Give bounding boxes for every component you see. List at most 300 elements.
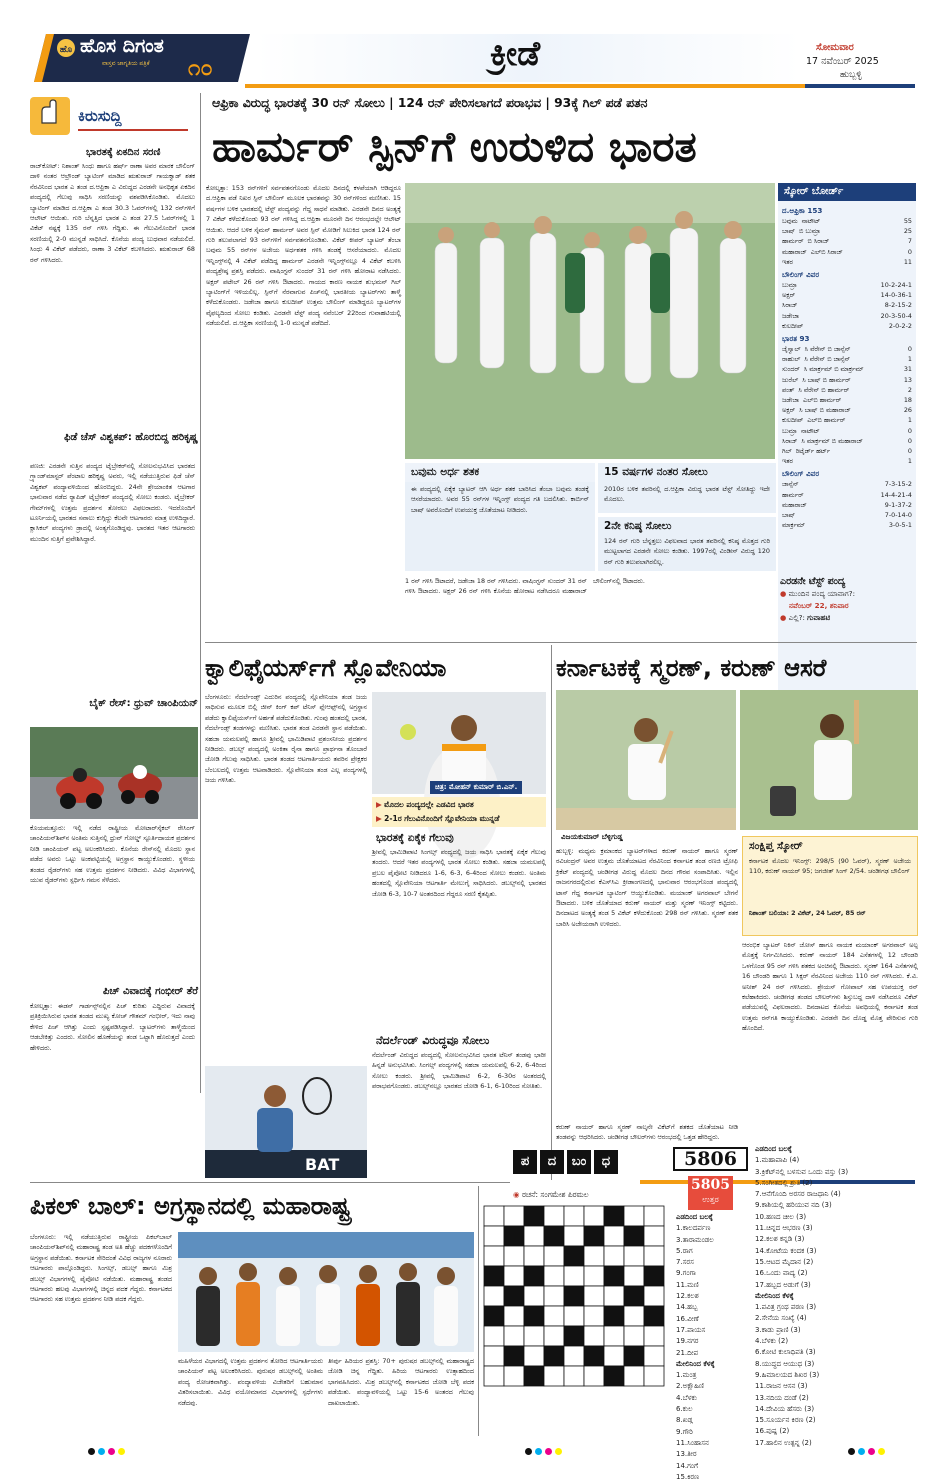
brand-tagline: ವಾಸ್ತವ ಜಾಗೃತಿಯ ಪತ್ರಿಕೆ <box>102 60 150 67</box>
crossword-cell <box>604 1306 624 1326</box>
team2-bowl-detail <box>805 520 889 530</box>
clue-down: 8.ಯುದ್ಧದ ಆಯುಧ (3) <box>755 1359 815 1368</box>
crossword-cell <box>624 1226 644 1246</box>
registration-dots-left <box>88 1440 128 1459</box>
clue-across: 15.ಆಟದ ಮೈದಾನ (2) <box>755 1257 814 1266</box>
team2-bat-value: 1 <box>907 355 912 364</box>
masthead <box>0 0 945 93</box>
answer-down: 9.ಗೌರಿ <box>676 1427 693 1436</box>
answer-across: 7.ಸರಸ <box>676 1258 694 1267</box>
crossword-cell <box>524 1306 544 1326</box>
crossword-cell <box>504 1326 524 1346</box>
team1-bowling-heading: ಬೌಲಿಂಗ್ ವಿವರ <box>782 270 820 280</box>
brief-score-body-2: ನಿಶಾಂತ್ ಬಲಿಯಾ: 2 ವಿಕೆಟ್, 24 ಓವರ್, 85 ರನ್ <box>749 909 866 917</box>
crossword-cell <box>624 1266 644 1286</box>
crossword-cell <box>504 1286 524 1306</box>
crossword-cell <box>524 1346 544 1366</box>
pickle-headline: ಪಿಕಲ್ ಬಾಲ್: ಅಗ್ರಸ್ಥಾನದಲ್ಲಿ ಮಹಾರಾಷ್ಟ್ರ <box>30 1192 351 1220</box>
answer-across: 16.ವೀಣೆ <box>676 1314 699 1323</box>
svg-text:BAT: BAT <box>305 1155 340 1174</box>
kirusuddi-label: ಕಿರುಸುದ್ದಿ <box>78 107 122 125</box>
team2-bat-value: 13 <box>903 375 912 384</box>
lead-kicker: ಆಫ್ರಿಕಾ ವಿರುದ್ಧ ಭಾರತಕ್ಕೆ 30 ರನ್ ಸೋಲು | 124 ರನ್ ಪೇರಿಸಲಾಗದೆ ಪರಾಭವ | 93ಕ್ಕೆ ಗಿಲ್ ಪಡೆ ಪತನ <box>212 96 648 110</box>
crossword-cell <box>524 1266 544 1286</box>
bjk-photo <box>372 692 546 794</box>
team2-bat-value: 0 <box>907 426 912 435</box>
crossword-cell <box>624 1346 644 1366</box>
team1-bowl-value: 14-0-36-1 <box>880 291 912 300</box>
crossword-cell <box>564 1326 584 1346</box>
crossword-cell <box>604 1326 624 1346</box>
crossword-cell <box>584 1246 604 1266</box>
team2-bat-player: ಬುಮ್ರಾ <box>782 426 797 435</box>
next-test-a2: ಗುವಾಹಟಿ <box>807 613 831 622</box>
clue-across: 5.ಸಂಗೀತದಲ್ಲಿ ಶ್ರುತಿ (2) <box>755 1178 813 1187</box>
team2-bat-player: ಇತರ <box>782 457 793 466</box>
crossword-cell <box>564 1306 584 1326</box>
team2-bat-detail: ಸಿ ವೆರೇನ್ ಬಿ ಜಾನ್ಸೆನ್ <box>804 345 851 354</box>
clue-down: 14.ದೇವಿಯ ಹೆಸರು (3) <box>755 1404 815 1413</box>
bjk-photo-credit: ಚಿತ್ರ: ಮೋಹನ್ ಕುಮಾರ್ ಬಿ.ಎನ್. <box>430 781 522 794</box>
brief-2-body: ಪಣಜಿ: ಎರಡನೇ ಸುತ್ತಿನ ಪಂದ್ಯದ ಟೈಬ್ರೇಕರ್‌ನಲ್ಲಿ ಸೋಲನುಭವಿಸಿದ ಭಾರತದ ಗ್ರ್ಯಾಂಡ್‌ಮಾಸ್ಟರ್ ಪೆಂಟಾಲ ಹರಿಕೃಷ್ಣ ಅವರು, ಇಲ್ಲಿ ನಡೆಯುತ್ತಿರುವ ಫಿಡೆ ಚೆಸ್ ವಿಶ್ವಕಪ್ ಪಂದ್ಯಾವಳಿಯಿಂದ ಹೊರಬಿದ್ದರು. 24ನೇ ಶ್ರೇಯಾಂಕಿತ ಆಟಗಾರ ಭಾನುವಾರ ನಡೆದ ರ‍್ಯಾಪಿಡ್ ಟೈಬ್ರೇಕರ್ ಪಂದ್ಯದಲ್ಲಿ ಸೋಲು ಕಂಡರು. ಟೈಬ್ರೇಕರ್ ಗೇಮ್‌ಗಳಲ್ಲಿ ಉತ್ತಮ ಪ್ರದರ್ಶನ ತೋರಲು ವಿಫಲರಾದರು. ಇದರೊಂದಿಗೆ ಟೂರ್ನಿಯಲ್ಲಿ ಭಾರತದ ಸವಾಲು ಕುಗ್ಗಿದ್ದು ಕೆಲವೇ ಆಟಗಾರರು ಮಾತ್ರ ಉಳಿದಿದ್ದಾರೆ. ಕ್ಲಾಸಿಕಲ್ ಪಂದ್ಯಗಳು ಡ್ರಾದಲ್ಲಿ ಅಂತ್ಯಗೊಂಡಿದ್ದವು. ಭಾರತದ ಇತರ ಆಟಗಾರರು ಮುಂದಿನ ಸುತ್ತಿಗೆ ಪ್ರವೇಶಿಸಿದ್ದಾರೆ. <box>30 462 195 543</box>
team2-bowl-value: 7-3-15-2 <box>884 480 912 489</box>
team2-bowling-heading: ಬೌಲಿಂಗ್ ವಿವರ <box>782 469 820 479</box>
clue-down: 13.ನದಿಯ ದಂಡೆ (2) <box>755 1393 809 1402</box>
team2-bowl-value: 3-0-5-1 <box>888 521 912 530</box>
team2-bat-row <box>778 364 916 374</box>
crossword-cell <box>504 1306 524 1326</box>
team2-bat-row <box>778 405 916 415</box>
answer-across: 17.ಪಾಯಸ <box>676 1325 706 1334</box>
team1-bat-detail <box>793 257 904 267</box>
team2-bat-player: ಸುಂದರ್ <box>782 365 800 374</box>
lowest-box <box>598 517 776 571</box>
pickle-body-2: ಮಹಿಳೆಯರ ವಿಭಾಗದಲ್ಲಿ ಉತ್ತಮ ಪ್ರದರ್ಶನ ತೋರಿದ ಆಟಗಾರ್ತಿಯರು ಚಾಂಪಿಯನ್ ಪಟ್ಟ ಅಲಂಕರಿಸಿದರು. ಪುರುಷರ ಡಬಲ್ಸ್‌ನಲ್ಲಿ ಅಂತಿಮ ಪಂದ್ಯ ರೋಚಕವಾಗಿತ್ತು. ಪಂದ್ಯಾವಳಿಯ ವಿಜೇತರಿಗೆ ಬಹುಮಾನ ವಿತರಿಸಲಾಯಿತು. ವಿವಿಧ ವಯೋಮಾನದ ವಿಭಾಗಗಳಲ್ಲಿ ಸ್ಪರ್ಧೆಗಳು ನಡೆದವು. <box>178 1357 323 1407</box>
next-test-q1: ಮುಂದಿನ ಪಂದ್ಯ ಯಾವಾಗ?: <box>788 589 856 598</box>
crossword-cell <box>484 1246 504 1266</box>
crossword-cell <box>564 1346 584 1366</box>
answer-across: 1.ಕಾಲದರ್ಪಣ <box>676 1224 711 1233</box>
team1-bowl-value: 20-3-50-4 <box>880 311 912 320</box>
puzzle-credit: ◉ ರಚನೆ: ಸಂಗಮೇಶ ಪಿರಮಲ <box>513 1190 589 1199</box>
crossword-cell <box>624 1206 644 1226</box>
crossword-cell <box>484 1326 504 1346</box>
team2-bat-detail: ಸಿ ವೆರೇನ್ ಬಿ ಹಾರ್ಮರ್ <box>798 385 850 394</box>
team2-bowl-player: ಜಾನ್ಸೆನ್ <box>782 480 799 489</box>
team2-bat-row <box>778 354 916 364</box>
team1-bowl-player: ಬುಮ್ರಾ <box>782 281 797 290</box>
clue-down-heading: ಮೇಲಿನಿಂದ ಕೆಳಕ್ಕೆ <box>755 1291 794 1300</box>
crossword-cell <box>624 1246 644 1266</box>
ranji-body: ಹುಬ್ಬಳ್ಳಿ: ಮಧ್ಯಮ ಕ್ರಮಾಂಕದ ಬ್ಯಾಟರ್‌ಗಳಾದ ಕರುಣ್ ನಾಯರ್ ಹಾಗೂ ಸ್ಮರಣ್ ರವಿಚಂದ್ರನ್ ಅವರ ಉತ್ತಮ ಜೊತೆಯಾಟದ ನೆರವಿನಿಂದ ಕರ್ನಾಟಕ ತಂಡ ರಣಜಿ ಟ್ರೋಫಿ ಕ್ರಿಕೆಟ್ ಪಂದ್ಯದಲ್ಲಿ ಚಂಡೀಗಢ ವಿರುದ್ಧ ಮೊದಲ ದಿನದ ಗೌರವ ಸಂಪಾದಿಸಿತು. ಇಲ್ಲಿನ ರಾಜನಗರದಲ್ಲಿರುವ ಕೆಎಸ್‌ಸಿಎ ಕ್ರೀಡಾಂಗಣದಲ್ಲಿ ಭಾನುವಾರ ಆರಂಭಗೊಂಡ ಪಂದ್ಯದಲ್ಲಿ ಟಾಸ್ ಗೆದ್ದ ಕರ್ನಾಟಕ ಬ್ಯಾಟಿಂಗ್ ಆಯ್ದುಕೊಂಡಿತು. ಮಯಾಂಕ್ ಅಗರವಾಲ್ ಬೇಗನೆ ಔಟಾದರು. ಬಳಿಕ ಜೊತೆಯಾದ ಕರುಣ್ ನಾಯರ್ ಮತ್ತು ಸ್ಮರಣ್ ಇನಿಂಗ್ಸ್ ಕಟ್ಟಿದರು. ದಿನದಾಟದ ಅಂತ್ಯಕ್ಕೆ ತಂಡ 5 ವಿಕೆಟ್ ಕಳೆದುಕೊಂಡು 298 ರನ್ ಗಳಿಸಿತು. ಸ್ಮರಣ್ ಶತಕ ಬಾರಿಸಿ ಅಜೇಯರಾಗಿ ಉಳಿದರು. <box>556 847 738 928</box>
next-test-q2: ಎಲ್ಲಿ?: <box>788 613 805 622</box>
team2-bat-detail: ನಾಟೌಟ್ <box>800 426 820 435</box>
team2-bowl-player: ಮಹಾರಾಜ್ <box>782 500 807 509</box>
team1-bat-player: ಹಾರ್ಮರ್ <box>782 237 804 246</box>
fifteen-years-box <box>598 463 776 513</box>
team2-bat-row <box>778 395 916 405</box>
team2-bat-value: 0 <box>907 345 912 354</box>
crossword-cell <box>524 1226 544 1246</box>
fifteen-years-title: 15 ವರ್ಷಗಳ ನಂತರ ಸೋಲು <box>604 466 708 478</box>
crossword-cell <box>484 1346 504 1366</box>
pickle-photo <box>178 1232 474 1352</box>
answer-across: 5.ರಾಗ <box>676 1246 693 1255</box>
team2-bat-player: ಜಡೇಜಾ <box>782 396 800 405</box>
team1-bowl-detail <box>797 300 884 310</box>
answer-down: 2.ಅಕ್ಷೌಹಿಣಿ <box>676 1382 704 1391</box>
crossword-cell <box>484 1366 504 1386</box>
answer-across: 11.ಮಣಿ <box>676 1280 699 1289</box>
crossword-cell <box>624 1306 644 1326</box>
team2-bowl-row <box>778 490 916 500</box>
team1-bowl-detail <box>795 290 881 300</box>
team1-bat-row <box>778 257 916 267</box>
team1-bowl-value: 2-0-2-2 <box>888 321 912 330</box>
scoreboard-title: ಸ್ಕೋರ್ ಬೋರ್ಡ್ <box>778 183 916 201</box>
crossword-cell <box>584 1206 604 1226</box>
clue-down: 6.ಕೋಟಿ ಕುಲಾಧಿಪತಿ (3) <box>755 1348 816 1357</box>
masthead-rule-blue <box>805 84 915 88</box>
team2-bowl-row <box>778 500 916 510</box>
crossword-cell <box>584 1286 604 1306</box>
kirusuddi-header <box>30 97 198 135</box>
crossword-cell <box>604 1346 624 1366</box>
answer-down: 6.ಕುಲ <box>676 1405 693 1414</box>
crossword-cell <box>524 1206 544 1226</box>
clue-across-heading: ಎಡದಿಂದ ಬಲಕ್ಕೆ <box>755 1145 792 1153</box>
tennis-player-photo <box>205 1066 367 1178</box>
team2-bat-detail <box>793 456 908 466</box>
team2-bat-player: ಪಂತ್ <box>782 385 795 394</box>
answer-number: 5805 <box>691 1177 730 1193</box>
next-test-box: ಎರಡನೇ ಟೆಸ್ಟ್ ಪಂದ್ಯ ● ಮುಂದಿನ ಪಂದ್ಯ ಯಾವಾಗ?: ನವೆಂಬರ್ 22, ಶನಿವಾರ ● ಎಲ್ಲಿ?: ಗುವಾಹಟಿ <box>780 575 918 641</box>
team2-bowl-detail <box>795 510 885 520</box>
page-number: ೧೦ <box>188 56 213 81</box>
team1-bat-value: 0 <box>907 247 912 256</box>
brief-1-body: ರಾಜ್‌ಕೋಟ್: ನಿಶಾಂತ್ ಸಿಂಧು ಹಾಗೂ ಹರ್ಷ್ ರಾಣಾ ಅವರ ಮಾರಕ ಬೌಲಿಂಗ್ ದಾಳಿ ನಂತರ ಆಲ್ರೌಂಡ್ ಬ್ಯಾಟಿಂಗ್ ಮಾಡಿದ ಋತುರಾಜ್ ಗಾಯಕ್ವಾಡ್ ಶತಕ ನೆರವಿನಿಂದ ಭಾರತ ಎ ತಂಡ ದ.ಆಫ್ರಿಕಾ ಎ ವಿರುದ್ಧದ ಎರಡನೇ ಅನಧಿಕೃತ ಏಕದಿನ ಪಂದ್ಯದಲ್ಲಿ ಗೆಲುವು ಸಾಧಿಸಿ ಸರಣಿಯನ್ನು ವಶಪಡಿಸಿಕೊಂಡಿತು. ಮೊದಲು ಬ್ಯಾಟಿಂಗ್ ಮಾಡಿದ ದ.ಆಫ್ರಿಕಾ ಎ ತಂಡ 30.3 ಓವರ್‌ಗಳಲ್ಲಿ 132 ರನ್‌ಗಳಿಗೆ ಆಲೌಟ್ ಆಯಿತು. ಗುರಿ ಬೆನ್ನತ್ತಿದ ಭಾರತ ಎ ತಂಡ 27.5 ಓವರ್‌ಗಳಲ್ಲಿ 1 ವಿಕೆಟ್ ನಷ್ಟಕ್ಕೆ 135 ರನ್ ಗಳಿಸಿ ಗೆದ್ದಿತು. ಈ ಗೆಲುವಿನೊಂದಿಗೆ ಭಾರತ ಸರಣಿಯಲ್ಲಿ 2-0 ಮುನ್ನಡೆ ಸಾಧಿಸಿದೆ. ಕೊನೆಯ ಪಂದ್ಯ ಬುಧವಾರ ನಡೆಯಲಿದೆ. ಸಿಂಧು 4 ವಿಕೆಟ್ ಪಡೆದರು, ರಾಣಾ 3 ವಿಕೆಟ್ ಕಬಳಿಸಿದರು. ಋತುರಾಜ್ 68 ರನ್ ಗಳಿಸಿದರು. <box>30 162 195 264</box>
smaran-photo <box>740 690 918 830</box>
team2-bat-value: 31 <box>903 365 912 374</box>
top-section-rule <box>205 642 917 643</box>
team2-bowl-row <box>778 479 916 489</box>
team2-bat-row <box>778 344 916 354</box>
crossword-cell <box>564 1266 584 1286</box>
bjk-side-body: ಶ್ರೀವಲ್ಲಿ ಭಾಮಿಡಿಪಾಟಿ ಸಿಂಗಲ್ಸ್ ಪಂದ್ಯದಲ್ಲಿ ಜಯ ಸಾಧಿಸಿ ಭಾರತಕ್ಕೆ ಏಕೈಕ ಗೆಲುವು ತಂದರು. ಆದರೆ ಇತರ ಪಂದ್ಯಗಳಲ್ಲಿ ಭಾರತ ಸೋಲು ಕಂಡಿತು. ಸಹಜಾ ಯಮಲಪಲ್ಲಿ ಪ್ರಬಲ ಪೈಪೋಟಿ ನೀಡಿದರೂ 1-6, 6-3, 6-4ರಿಂದ ಸೋಲು ಕಂಡರು. ಅಂತಿಮ ಹಂತದಲ್ಲಿ ಸ್ಲೊವೇನಿಯಾ ಆಟಗಾರ್ತಿ ಮೇಲುಗೈ ಸಾಧಿಸಿದರು. ಡಬಲ್ಸ್‌ನಲ್ಲಿ ಭಾರತದ ಜೋಡಿ 6-3, 10-7 ಅಂತರದಿಂದ ಗೆದ್ದರೂ ಸರಣಿ ಕೈತಪ್ಪಿತು. <box>372 848 546 898</box>
team1-bat-detail: ಬಿ ಬುಮ್ರಾ <box>799 227 821 236</box>
crossword-cell <box>504 1346 524 1366</box>
netherlands-title: ನೆದರ್ಲೆಂಡ್ ವಿರುದ್ಧವೂ ಸೋಲು <box>376 1034 490 1047</box>
crossword-cell <box>644 1246 664 1266</box>
clue-down: 4.ಬೆಳಕು (2) <box>755 1337 789 1346</box>
team2-total: ಭಾರತ 93 <box>782 334 810 344</box>
crossword-cell <box>544 1286 564 1306</box>
ranji-right-body: ಆರಂಭಿಕ ಬ್ಯಾಟರ್ ನಿಕಿನ್ ಜೋಸ್ ಹಾಗೂ ನಾಯಕ ಮಯಾಂಕ್ ಅಗರವಾಲ್ ಅಲ್ಪ ಮೊತ್ತಕ್ಕೆ ನಿರ್ಗಮಿಸಿದರು. ಕರುಣ್ ನಾಯರ್ 184 ಎಸೆತಗಳಲ್ಲಿ 12 ಬೌಂಡರಿ ಒಳಗೊಂಡ 95 ರನ್ ಗಳಿಸಿ ಶತಕದ ಅಂಚಿನಲ್ಲಿ ಔಟಾದರು. ಸ್ಮರಣ್ 164 ಎಸೆತಗಳಲ್ಲಿ 16 ಬೌಂಡರಿ ಹಾಗೂ 1 ಸಿಕ್ಸರ್ ನೆರವಿನಿಂದ ಅಜೇಯ 110 ರನ್ ಗಳಿಸಿದರು. ಕೆ.ವಿ. ಅನೀಶ್ 24 ರನ್ ಗಳಿಸಿದರು. ಶ್ರೇಯಸ್ ಗೋಪಾಲ್ ಸಹ ಉಪಯುಕ್ತ ರನ್ ಕಲೆಹಾಕಿದರು. ಚಂಡೀಗಢ ತಂಡದ ಬೌಲರ್‌ಗಳು ಶಿಸ್ತುಬದ್ಧ ದಾಳಿ ನಡೆಸಿದರೂ ವಿಕೆಟ್ ಪಡೆಯುವಲ್ಲಿ ವಿಫಲರಾದರು. ದಿನದಾಟದ ಕೊನೆಯ ಅವಧಿಯಲ್ಲಿ ಕರ್ನಾಟಕ ತಂಡ ಉತ್ತಮ ರನ್‌ಗತಿ ಕಾಯ್ದುಕೊಂಡಿತು. ಎರಡನೇ ದಿನ ದೊಡ್ಡ ಮೊತ್ತ ಪೇರಿಸುವ ಗುರಿ ಹೊಂದಿದೆ. <box>742 941 918 1033</box>
answer-down: 1.ಮಂತ್ರ <box>676 1371 697 1380</box>
lead-photo <box>405 183 775 459</box>
bjk-highlight-2: 2-1ರ ಗೆಲುವಿನೊಂದಿಗೆ ಸ್ಲೊವೇನಿಯಾ ಮುನ್ನಡೆ <box>384 814 500 823</box>
answer-across: 14.ಹಬ್ಬ <box>676 1303 698 1312</box>
crossword-cell <box>564 1246 584 1266</box>
puzzle-title-char-3: ಬಂ <box>567 1150 591 1174</box>
team2-bat-detail: ಸಿ ಮಾರ್ಕ್ರಮ್ ಬಿ ಮಾರ್ಕ್ರಮ್ <box>803 365 864 374</box>
bavuma-box-title: ಬವುಮ ಅರ್ಧ ಶತಕ <box>405 463 595 482</box>
team2-bowl-player: ಬಾಷ್ <box>782 511 796 520</box>
crossword-cell <box>484 1286 504 1306</box>
lead-body: ಕೋಲ್ಕತ್ತಾ: 153 ರನ್‌ಗಳಿಗೆ ಸರ್ವಪತನಗೊಂಡು ಮೊದಲ ದಿನದಲ್ಲಿ ಕಳಪೆಯಾಗಿ ಆಡಿದ್ದರೂ ದ.ಆಫ್ರಿಕಾ ಪಡೆ ನಿಖರ ಸ್ಪಿನ್ ಬೌಲಿಂಗ್ ಮೂಲಕ ಭಾರತವನ್ನು 30 ರನ್‌ಗಳಿಂದ ಮಣಿಸಿತು. 15 ವರ್ಷಗಳ ಬಳಿಕ ಭಾರತದಲ್ಲಿ ಟೆಸ್ಟ್ ಪಂದ್ಯವನ್ನು ಗೆದ್ದ ಸಾಧನೆ ಮಾಡಿತು. ಎರಡನೇ ದಿನದ ಅಂತ್ಯಕ್ಕೆ 7 ವಿಕೆಟ್ ಕಳೆದುಕೊಂಡು 93 ರನ್ ಗಳಿಸಿದ್ದ ದ.ಆಫ್ರಿಕಾ ಮೂರನೇ ದಿನ ಆರಂಭದಲ್ಲೇ ಆಲೌಟ್ ಆಯಿತು. ಆದರೆ ಬಳಿಕ ಸೈಮನ್ ಹಾರ್ಮರ್ ಅವರ ಸ್ಪಿನ್ ಮೋಡಿಗೆ ಸಿಲುಕಿದ ಭಾರತ 124 ರನ್ ಗುರಿ ತಲುಪಲಾಗದೆ 93 ರನ್‌ಗಳಿಗೆ ಸರ್ವಪತನಗೊಂಡಿತು. ವಿಕೆಟ್ ಕೀಪರ್ ಬ್ಯಾಟರ್ ತೆಂಬಾ ಬವುಮ 55 ರನ್‌ಗಳ ಅಜೇಯ ಅರ್ಧಶತಕ ಗಳಿಸಿ ತಂಡಕ್ಕೆ ಆಸರೆಯಾದರು. ಮೊದಲ ಇನ್ನಿಂಗ್ಸ್‌ನಲ್ಲಿ 4 ವಿಕೆಟ್ ಪಡೆದಿದ್ದ ಹಾರ್ಮರ್ ಎರಡನೇ ಇನ್ನಿಂಗ್ಸ್‌ನಲ್ಲೂ 4 ವಿಕೆಟ್ ಕಬಳಿಸಿ ಪಂದ್ಯಶ್ರೇಷ್ಠ ಪ್ರಶಸ್ತಿ ಪಡೆದರು. ವಾಷಿಂಗ್ಟನ್ ಸುಂದರ್ 31 ರನ್ ಗಳಿಸಿ ಹೋರಾಟ ನಡೆಸಿದರು. ಅಕ್ಷರ್ ಪಟೇಲ್ 26 ರನ್ ಗಳಿಸಿ ಔಟಾದರು. ಗಾಯದ ಕಾರಣ ನಾಯಕ ಶುಭಮನ್ ಗಿಲ್ ಬ್ಯಾಟಿಂಗ್‌ಗೆ ಇಳಿಯಲಿಲ್ಲ. ಸ್ಪಿನ್‌ಗೆ ನೆರವಾಗುವ ಪಿಚ್‌ನಲ್ಲಿ ಭಾರತೀಯ ಬ್ಯಾಟರ್‌ಗಳು ತಾಳ್ಮೆ ಕಳೆದುಕೊಂಡರು. ಜಡೇಜಾ ಹಾಗೂ ಕುಲದೀಪ್ ಉತ್ತಮ ಬೌಲಿಂಗ್ ಮಾಡಿದ್ದರೂ ಬ್ಯಾಟರ್‌ಗಳ ವೈಫಲ್ಯದಿಂದ ಸೋಲು ಕಂಡಿತು. ಎರಡನೇ ಟೆಸ್ಟ್ ಪಂದ್ಯ ನವೆಂಬರ್ 22ರಿಂದ ಗುವಾಹಟಿಯಲ್ಲಿ ನಡೆಯಲಿದೆ. ದ.ಆಫ್ರಿಕಾ ಸರಣಿಯಲ್ಲಿ 1-0 ಮುನ್ನಡೆ ಪಡೆದಿದೆ. <box>206 184 401 328</box>
team1-total: ದ.ಆಫ್ರಿಕಾ 153 <box>782 206 823 215</box>
lowest-box-title: 2ನೇ ಕನಿಷ್ಠ ಸೋಲು <box>604 520 672 532</box>
crossword-cell <box>584 1266 604 1286</box>
team1-bowl-detail <box>797 280 881 290</box>
team2-bat-detail: ಎಲ್‌ಬಿ ಹಾರ್ಮರ್ <box>807 416 846 425</box>
pickle-puzzle-divider <box>478 1186 479 1436</box>
team2-bat-row <box>778 456 916 466</box>
team2-bat-value: 26 <box>903 406 912 415</box>
team1-bowl-player: ಜಡೇಜಾ <box>782 311 800 320</box>
answer-label: ಉತ್ತರ <box>702 1195 719 1204</box>
team1-bat-detail: ಎಲ್‌ಬಿ ಸಿರಾಜ್ <box>810 247 843 256</box>
team1-bat-player: ಬಾಷ್ <box>782 227 796 236</box>
team1-bat-player: ಇತರ <box>782 257 793 266</box>
crossword-cell <box>604 1246 624 1266</box>
puzzle-number-box: 5806 <box>673 1147 748 1171</box>
team2-bat-value: 2 <box>907 385 912 394</box>
team1-bat-detail: ಬಿ ಸಿರಾಜ್ <box>807 237 830 246</box>
team1-batting <box>778 216 916 267</box>
clue-down: 1.ಪವಿತ್ರ ಗ್ರಂಥ ಪಠಣ (3) <box>755 1303 817 1312</box>
crossword-grid-svg <box>484 1206 664 1404</box>
answer-down: 11.ಸಿಂಹಾಸನ <box>676 1438 709 1447</box>
clue-across: 1.ಮಹಾಪಾಪಿ (4) <box>755 1156 800 1165</box>
team1-bat-value: 25 <box>903 227 912 236</box>
answer-list <box>676 1212 746 1481</box>
team1-bat-detail: ನಾಟೌಟ್ <box>801 217 821 225</box>
brief-2-title: ಫಿಡೆ ಚೆಸ್ ವಿಶ್ವಕಪ್: ಹೊರಬಿದ್ದ ಹರಿಕೃಷ್ಣ <box>64 432 198 443</box>
clue-across-list <box>755 1155 917 1291</box>
clue-down: 16.ಪುಷ್ಪ (2) <box>755 1427 790 1436</box>
clue-across: 7.ಆನೆಗೊಂದಿ ಅರಸರ ರಾಜಧಾನಿ (4) <box>755 1190 841 1199</box>
brief-score-body: ಕರ್ನಾಟಕ ಮೊದಲ ಇನಿಂಗ್ಸ್: 298/5 (90 ಓವರ್), ಸ್ಮರಣ್ ಅಜೇಯ 110, ಕರುಣ್ ನಾಯರ್ 95; ಜಗಜೀತ್ ಸಿಂಗ್ 2/54. ಚಂಡೀಗಢ ಬೌಲಿಂಗ್ <box>749 857 911 876</box>
clue-down-list <box>755 1302 917 1449</box>
crossword-cell <box>584 1306 604 1326</box>
team1-bowl-row <box>778 311 916 321</box>
crossword-cell <box>484 1226 504 1246</box>
crossword-cell <box>604 1226 624 1246</box>
scoreboard-body <box>778 203 916 530</box>
team1-bat-value: 11 <box>903 257 912 266</box>
city: ಹುಬ್ಬಳ್ಳಿ <box>840 70 862 80</box>
ranji-body-2: ಕರುಣ್ ನಾಯರ್ ಹಾಗೂ ಸ್ಮರಣ್ ನಾಲ್ಕನೇ ವಿಕೆಟ್‌ಗೆ ಶತಕದ ಜೊತೆಯಾಟ ನೀಡಿ ತಂಡವನ್ನು ಆಧರಿಸಿದರು. ಚಂಡೀಗಢ ಬೌಲರ್‌ಗಳು ಆರಂಭದಲ್ಲಿ ಒತ್ತಡ ಹೇರಿದ್ದರು. <box>556 1123 738 1142</box>
team2-bat-value: 0 <box>907 436 912 445</box>
team1-bowl-detail <box>803 321 889 331</box>
team2-bat-value: 18 <box>903 396 912 405</box>
team1-bowl-row <box>778 300 916 310</box>
brand-logo <box>32 32 250 84</box>
crossword-cell <box>604 1286 624 1306</box>
crossword-cell <box>644 1306 664 1326</box>
team2-bat-row <box>778 415 916 425</box>
crossword-cell <box>524 1286 544 1306</box>
crossword-cell <box>524 1326 544 1346</box>
brief-4-title: ಪಿಚ್ ವಿವಾದಕ್ಕೆ ಗಂಭೀರ್ ತೆರೆ <box>103 986 198 997</box>
team2-bat-player: ಜುರೆಲ್ <box>782 375 799 384</box>
crossword-cell <box>584 1346 604 1366</box>
brief-score-box <box>742 836 918 936</box>
crossword-cell <box>564 1286 584 1306</box>
team1-bat-player: ಮಹಾರಾಜ್ <box>782 247 807 256</box>
brief-score-title: ಸಂಕ್ಷಿಪ್ತ ಸ್ಕೋರ್ <box>749 840 803 852</box>
crossword-cell <box>504 1266 524 1286</box>
team1-bat-value: 7 <box>907 237 912 246</box>
date: 17 ನವೆಂಬರ್ 2025 <box>806 56 879 67</box>
clue-list <box>755 1144 917 1447</box>
team2-bowl-player: ಹಾರ್ಮರ್ <box>782 490 804 499</box>
team2-bat-row <box>778 436 916 446</box>
team1-bowl-row <box>778 321 916 331</box>
team2-bowl-value: 9-1-37-2 <box>884 500 912 509</box>
svg-text:ಹೊ: ಹೊ <box>59 45 73 55</box>
clue-across: 12.ಕಲಶ ಕನ್ನಡಿ (3) <box>755 1235 805 1244</box>
crossword-cell <box>604 1206 624 1226</box>
crossword-cell <box>564 1226 584 1246</box>
clue-across: 16.ಒಂದು ವಾದ್ಯ (2) <box>755 1269 808 1278</box>
team2-bat-detail: ಸಿ ಬಾಷ್ ಬಿ ಮಹಾರಾಜ್ <box>799 406 851 415</box>
karun-photo <box>556 690 736 830</box>
team1-bowling <box>778 280 916 331</box>
crossword-cell <box>584 1366 604 1386</box>
ranji-headline: ಕರ್ನಾಟಕಕ್ಕೆ ಸ್ಮರಣ್, ಕರುಣ್ ಆಸರೆ <box>556 654 827 682</box>
crossword-cell <box>584 1326 604 1346</box>
pickle-body-3: ತೀರ್ಪು ಹಿರಿಯರ ಪ್ರಶಸ್ತಿ: 70+ ಪುರುಷರ ಡಬಲ್ಸ್‌ನಲ್ಲಿ ಮಹಾರಾಷ್ಟ್ರದ ಜೋಡಿ ಚಿನ್ನ ಗೆದ್ದಿತು. ಹಿರಿಯ ಆಟಗಾರರು ಉತ್ಸಾಹದಿಂದ ಭಾಗವಹಿಸಿದರು. ಮಿಶ್ರ ಡಬಲ್ಸ್‌ನಲ್ಲಿ ಕರ್ನಾಟಕದ ಜೋಡಿ ಬೆಳ್ಳಿ ಪದಕ ಪಡೆಯಿತು. ಪಂದ್ಯಾವಳಿಯಲ್ಲಿ ಒಟ್ಟು 15-6 ಅಂತರದ ಗೆಲುವು ದಾಖಲಾಯಿತು. <box>328 1357 474 1407</box>
team2-bowl-value: 14-4-21-4 <box>880 490 912 499</box>
answer-across: 21.ದೀಪ <box>676 1348 699 1357</box>
crossword-cell <box>544 1226 564 1246</box>
answer-down-list <box>676 1370 746 1483</box>
crossword-cell <box>604 1366 624 1386</box>
brief-4-body: ಕೋಲ್ಕತ್ತಾ: ಈಡನ್ ಗಾರ್ಡನ್ಸ್‌ನಲ್ಲಿನ ಪಿಚ್ ಕುರಿತು ಎದ್ದಿರುವ ವಿವಾದಕ್ಕೆ ಪ್ರತಿಕ್ರಿಯಿಸಿರುವ ಭಾರತ ತಂಡದ ಮುಖ್ಯ ಕೋಚ್ ಗೌತಮ್ ಗಂಭೀರ್, ಇದು ನಾವು ಕೇಳಿದ ಪಿಚ್ ಆಗಿತ್ತು ಎಂದು ಸ್ಪಷ್ಟಪಡಿಸಿದ್ದಾರೆ. ಬ್ಯಾಟರ್‌ಗಳು ತಾಳ್ಮೆಯಿಂದ ಆಡಬೇಕಿತ್ತು ಎಂದರು. ಸೋಲಿನ ಹೊಣೆಯನ್ನು ತಂಡ ಒಟ್ಟಾಗಿ ಹೊರುತ್ತದೆ ಎಂದು ಹೇಳಿದರು. <box>30 1002 195 1052</box>
team2-bat-value: 0 <box>907 447 912 456</box>
clue-across: 17.ಹಬ್ಬದ ಅಡುಗೆ (3) <box>755 1280 811 1289</box>
netherlands-body: ನೆದರ್ಲೆಂಡ್ ವಿರುದ್ಧದ ಪಂದ್ಯದಲ್ಲಿ ಸೋಲನುಭವಿಸಿದ ಭಾರತ ಟೆನಿಸ್ ತಂಡವು ಭಾರೀ ಹಿನ್ನಡೆ ಅನುಭವಿಸಿತು. ಸಿಂಗಲ್ಸ್ ಪಂದ್ಯಗಳಲ್ಲಿ ಸಹಜಾ ಯಮಲಪಲ್ಲಿ 6-2, 6-4ರಿಂದ ಸೋಲು ಕಂಡರು. ಶ್ರೀವಲ್ಲಿ ಭಾಮಿಡಿಪಾಟಿ 6-2, 6-30ರ ಅಂತರದಲ್ಲಿ ಪರಾಭವಗೊಂಡರು. ಡಬಲ್ಸ್‌ನಲ್ಲೂ ಭಾರತದ ಜೋಡಿ 6-1, 6-10ರಿಂದ ಸೋತಿತು. <box>372 1051 546 1091</box>
team2-bowl-detail <box>799 479 885 489</box>
pickle-body: ಬೆಂಗಳೂರು: ಇಲ್ಲಿ ನಡೆಯುತ್ತಿರುವ ರಾಷ್ಟ್ರೀಯ ಪಿಕಲ್‌ಬಾಲ್ ಚಾಂಪಿಯನ್‌ಶಿಪ್‌ನಲ್ಲಿ ಮಹಾರಾಷ್ಟ್ರ ತಂಡ ಅತಿ ಹೆಚ್ಚು ಪದಕಗಳೊಂದಿಗೆ ಅಗ್ರಸ್ಥಾನ ಪಡೆಯಿತು. ಕರ್ನಾಟಕ ಸೇರಿದಂತೆ ವಿವಿಧ ರಾಜ್ಯಗಳ ನೂರಾರು ಆಟಗಾರರು ಪಾಲ್ಗೊಂಡಿದ್ದರು. ಸಿಂಗಲ್ಸ್, ಡಬಲ್ಸ್ ಹಾಗೂ ಮಿಶ್ರ ಡಬಲ್ಸ್ ವಿಭಾಗಗಳಲ್ಲಿ ಪೈಪೋಟಿ ನಡೆಯಿತು. ಮಹಾರಾಷ್ಟ್ರ ತಂಡದ ಆಟಗಾರರು ಹಲವು ವಿಭಾಗಗಳಲ್ಲಿ ಚಿನ್ನದ ಪದಕ ಗೆದ್ದರು. ಕರ್ನಾಟಕದ ಆಟಗಾರರು ಸಹ ಉತ್ತಮ ಪ್ರದರ್ಶನ ನೀಡಿ ಪದಕ ಗೆದ್ದರು. <box>30 1233 172 1304</box>
crossword-cell <box>544 1206 564 1226</box>
lowest-box-body: 124 ರನ್ ಗುರಿ ಬೆನ್ನತ್ತಲು ವಿಫಲವಾದ ಭಾರತ ತವರಿನಲ್ಲಿ ಕನಿಷ್ಠ ಮೊತ್ತದ ಗುರಿ ಮುಟ್ಟಲಾಗದ ಎರಡನೇ ಸೋಲು ಕಂಡಿತು. 1997ರಲ್ಲಿ ವಿಂಡೀಸ್ ವಿರುದ್ಧ 120 ರನ್ ಗುರಿ ತಲುಪಲಾಗಿರಲಿಲ್ಲ. <box>604 537 770 566</box>
crossword-cell <box>504 1206 524 1226</box>
answer-across: 9.ಗಂಗಾ <box>676 1269 696 1278</box>
team2-bowl-row <box>778 510 916 520</box>
team2-bat-player: ಕುಲದೀಪ್ <box>782 416 804 425</box>
team1-bowl-row <box>778 280 916 290</box>
answer-down: 14.ಗಂಗೆ <box>676 1461 699 1470</box>
team1-bowl-player: ಕುಲದೀಪ್ <box>782 321 804 330</box>
puzzle-title <box>513 1150 643 1176</box>
middle-divider <box>551 645 552 1180</box>
answer-down: 15.ಕಿರಣ <box>676 1472 700 1481</box>
bavuma-box <box>405 463 595 571</box>
clue-across: 14.ಕೋಟೆಯ ಕಂದಕ (3) <box>755 1246 817 1255</box>
bjk-side-title: ಭಾರತಕ್ಕೆ ಏಕೈಕ ಗೆಲುವು <box>376 832 454 844</box>
crossword-cell <box>644 1206 664 1226</box>
crossword-cell <box>544 1326 564 1346</box>
finger-icon <box>30 97 72 135</box>
crossword-cell <box>644 1226 664 1246</box>
answer-across: 19.ನಗರ <box>676 1337 699 1346</box>
bjk-headline: ಕ್ವಾಲಿಫೈಯರ್ಸ್‌ಗೆ ಸ್ಲೊವೇನಿಯಾ <box>205 654 447 682</box>
bjk-highlight-1: ಮೊದಲ ಪಂದ್ಯದಲ್ಲೇ ಎಡವಿದ ಭಾರತ <box>384 800 474 809</box>
team2-bowl-player: ಮಾರ್ಕ್ರಮ್ <box>782 521 805 530</box>
team1-bat-row <box>778 216 916 226</box>
crossword-cell <box>624 1326 644 1346</box>
crossword-cell <box>604 1266 624 1286</box>
crossword-cell <box>644 1366 664 1386</box>
team2-bat-detail: ಸಿ ಮಾರ್ಕ್ರಮ್ ಬಿ ಮಹಾರಾಜ್ <box>801 436 863 445</box>
team1-bowl-value: 10-2-24-1 <box>880 281 912 290</box>
team2-bat-detail: ಸಿ ವೆರೇನ್ ಬಿ ಜಾನ್ಸೆನ್ <box>804 355 851 364</box>
bjk-body: ಬೆಂಗಳೂರು: ನೆದರ್ಲೆಂಡ್ಸ್ ಎದುರಿನ ಪಂದ್ಯದಲ್ಲಿ ಸ್ಲೊವೇನಿಯಾ ತಂಡ ಜಯ ಸಾಧಿಸುವ ಮೂಲಕ ಬಿಲ್ಲಿ ಜೀನ್ ಕಿಂಗ್ ಕಪ್ ಟೆನಿಸ್ ಪ್ಲೇಆಫ್ಸ್‌ನಲ್ಲಿ ಅಗ್ರಸ್ಥಾನ ಪಡೆದು ಕ್ವಾಲಿಫೈಯರ್ಸ್‌ಗೆ ಅರ್ಹತೆ ಪಡೆದುಕೊಂಡಿತು. ಗುಂಪು ಹಂತದಲ್ಲಿ ಭಾರತ, ನೆದರ್ಲೆಂಡ್ಸ್ ತಂಡಗಳನ್ನು ಮಣಿಸಿತು. ಭಾರತ ತಂಡ ಎರಡನೇ ಸ್ಥಾನ ಪಡೆಯಿತು. ಸಹಜಾ ಯಮಲಪಲ್ಲಿ ಹಾಗೂ ಶ್ರೀವಲ್ಲಿ ಭಾಮಿಡಿಪಾಟಿ ಪ್ರಶಂಸನೀಯ ಪ್ರದರ್ಶನ ನೀಡಿದರು. ಡಬಲ್ಸ್ ಪಂದ್ಯದಲ್ಲಿ ಅಂಕಿತಾ ರೈನಾ ಹಾಗೂ ಪ್ರಾರ್ಥನಾ ತೊಂಬಾರೆ ಜೋಡಿ ಗೆಲುವು ಸಾಧಿಸಿತು. ಭಾರತ ತಂಡದ ಆಟಗಾರ್ತಿಯರು ತವರಿನ ಪ್ರೇಕ್ಷಕರ ಬೆಂಬಲದಲ್ಲಿ ಉತ್ತಮ ಆಟವಾಡಿದರು. ಸ್ಲೊವೇನಿಯಾ ತಂಡ ಎಲ್ಲ ಪಂದ್ಯಗಳಲ್ಲಿ ಜಯ ಗಳಿಸಿತು. <box>205 693 367 785</box>
team1-bat-value: 55 <box>903 217 912 225</box>
kirusuddi-column <box>30 93 198 1093</box>
lead-headline: ಹಾರ್ಮರ್ ಸ್ಪಿನ್‌ಗೆ ಉರುಳಿದ ಭಾರತ <box>212 122 697 171</box>
team2-bat-detail: ರಿಟೈರ್ಡ್ ಹರ್ಟ್ <box>795 447 831 456</box>
fifteen-years-body: 2010ರ ಬಳಿಕ ತವರಿನಲ್ಲಿ ದ.ಆಫ್ರಿಕಾ ವಿರುದ್ಧ ಭಾರತ ಟೆಸ್ಟ್ ಸೋತಿದ್ದು ಇದೇ ಮೊದಲು. <box>604 485 770 504</box>
section-title: ಕ್ರೀಡೆ <box>490 34 541 74</box>
team2-bowling <box>778 479 916 530</box>
crossword-cell <box>584 1226 604 1246</box>
team1-bowl-detail <box>799 311 881 321</box>
team1-bat-player: ಬವುಮ <box>782 217 798 225</box>
brief-3-title: ಬೈಕ್ ರೇಸ್: ಧ್ರುವ್ ಚಾಂಪಿಯನ್ <box>89 698 198 709</box>
left-column-divider <box>200 93 201 1093</box>
registration-dots-right <box>848 1440 888 1459</box>
crossword-cell <box>504 1246 524 1266</box>
team2-bat-player: ರಾಹುಲ್ <box>782 355 801 364</box>
team2-bat-player: ಗಿಲ್ <box>782 447 792 456</box>
answer-across: 3.ತಾರಾಮಂಡಲ <box>676 1235 714 1244</box>
clue-down: 11.ರಾಜನ ಆಸನ (3) <box>755 1382 808 1391</box>
crossword-cell <box>504 1226 524 1246</box>
crossword-cell <box>644 1346 664 1366</box>
team1-bowl-value: 8-2-15-2 <box>884 301 912 310</box>
team2-bowl-row <box>778 520 916 530</box>
team2-bat-row <box>778 426 916 436</box>
crossword-grid <box>484 1206 664 1404</box>
clue-across: 9.ಕಾಶಿಯಲ್ಲಿ ಹರಿಯುವ ನದಿ (3) <box>755 1201 832 1210</box>
next-test-title: ಎರಡನೇ ಟೆಸ್ಟ್ ಪಂದ್ಯ <box>780 576 846 587</box>
answer-down: 8.ಖಡ್ಗ <box>676 1416 693 1425</box>
bjk-highlights: ▶ ಮೊದಲ ಪಂದ್ಯದಲ್ಲೇ ಎಡವಿದ ಭಾರತ ▶ 2-1ರ ಗೆಲುವಿನೊಂದಿಗೆ ಸ್ಲೊವೇನಿಯಾ ಮುನ್ನಡೆ <box>372 797 546 827</box>
team2-bat-player: ಸಿರಾಜ್ <box>782 436 798 445</box>
clue-down: 15.ಸೂರ್ಯನ ಕಿರಣ (2) <box>755 1416 816 1425</box>
crossword-cell <box>564 1366 584 1386</box>
next-test-a1: ನವೆಂಬರ್ 22, ಶನಿವಾರ <box>789 601 849 610</box>
clue-down: 17.ಹಾಲಿನ ಉತ್ಪನ್ನ (2) <box>755 1438 812 1447</box>
puzzle-title-char-1: ಪ <box>513 1150 537 1174</box>
team1-bowl-player: ಸಿರಾಜ್ <box>782 301 798 310</box>
team2-batting <box>778 344 916 466</box>
team1-bat-row <box>778 236 916 246</box>
team2-bat-value: 1 <box>907 416 912 425</box>
clue-across: 10.ಹಣದ ಚೀಲ (3) <box>755 1212 807 1221</box>
crossword-cell <box>544 1246 564 1266</box>
team2-bowl-detail <box>807 500 885 510</box>
lead-continuation: 1 ರನ್ ಗಳಿಸಿ ಔಟಾದರೆ, ಜಡೇಜಾ 18 ರನ್ ಗಳಿಸಿದರು. ವಾಷಿಂಗ್ಟನ್ ಸುಂದರ್ 31 ರನ್ ಗಳಿಸಿ ಔಟಾದರು. ಅಕ್ಷರ್ 26 ರನ್ ಗಳಿಸಿ ಕೊನೆಯ ಹೋರಾಟ ನಡೆಸಿದರೂ ಮಹಾರಾಜ್ ಬೌಲಿಂಗ್‌ನಲ್ಲಿ ಔಟಾದರು. <box>405 577 645 596</box>
team1-bowl-row <box>778 290 916 300</box>
answer-number-box <box>688 1176 733 1210</box>
team1-bowl-player: ಅಕ್ಷರ್ <box>782 291 796 300</box>
team2-bat-row <box>778 385 916 395</box>
